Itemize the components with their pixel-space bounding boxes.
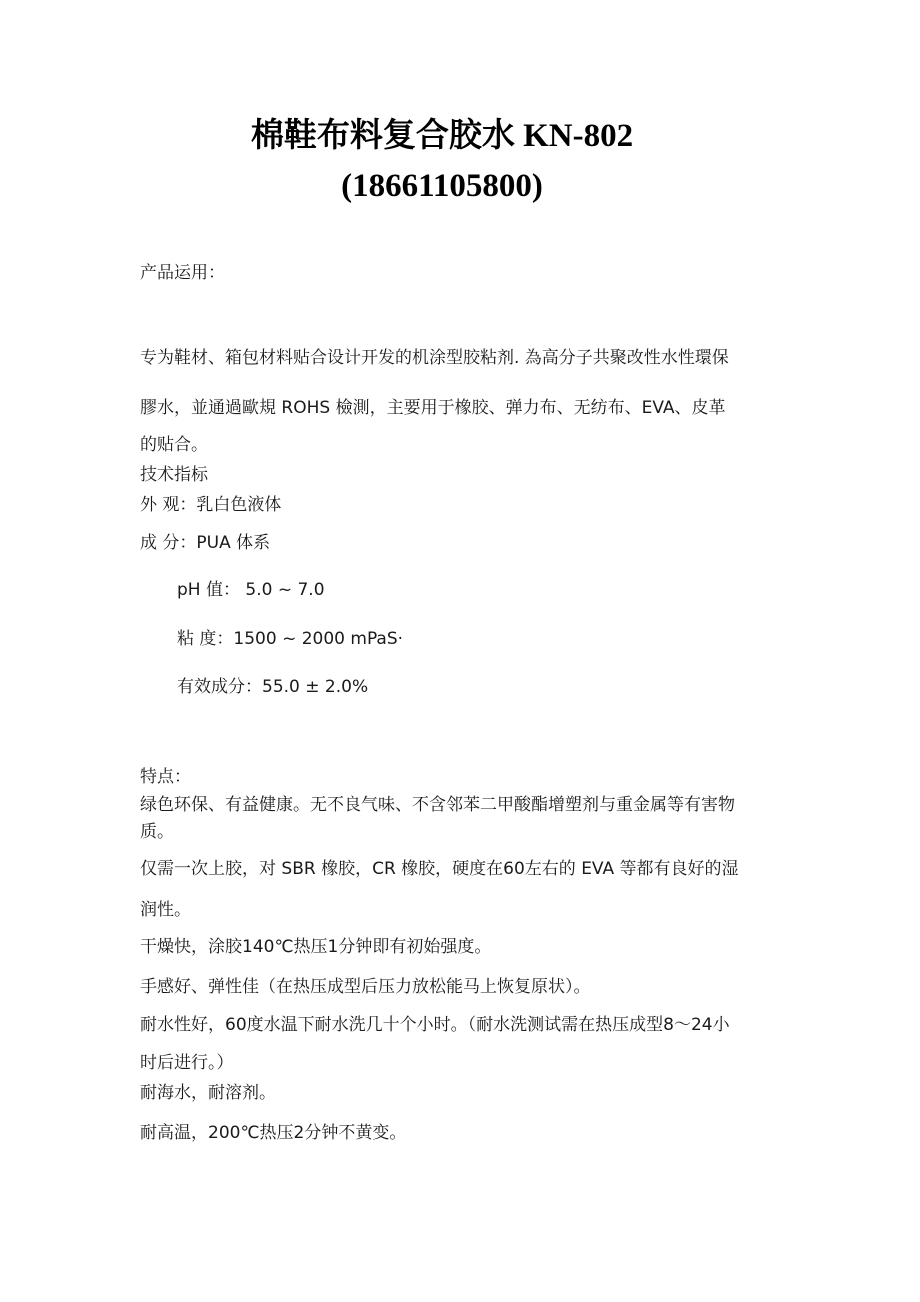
feature-line: 时后进行。） [140, 1053, 234, 1073]
feature-line: 绿色环保、有益健康。无不良气味、不含邻苯二甲酸酯增塑剂与重金属等有害物 [140, 795, 735, 815]
spec-composition: 成 分：PUA 体系 [140, 533, 271, 553]
document-phone-number: (18661105800) [341, 168, 543, 204]
feature-line: 质。 [140, 822, 174, 842]
usage-body-line: 的贴合。 [140, 435, 208, 455]
usage-heading: 产品运用： [140, 263, 225, 283]
feature-line: 仅需一次上胶，对 SBR 橡胶，CR 橡胶，硬度在60左右的 EVA 等都有良好的湿 [140, 859, 739, 879]
feature-line: 耐水性好，60度水温下耐水洗几十个小时。（耐水洗测试需在热压成型8～24小 [140, 1015, 730, 1035]
feature-line: 耐海水，耐溶剂。 [140, 1083, 276, 1103]
feature-line: 干燥快，涂胶140℃热压1分钟即有初始强度。 [140, 937, 492, 957]
features-heading: 特点： [140, 767, 191, 787]
spec-appearance: 外 观：乳白色液体 [140, 495, 282, 515]
feature-line: 手感好、弹性佳（在热压成型后压力放松能马上恢复原状）。 [140, 977, 591, 997]
usage-body-line: 膠水，並通過歐規 ROHS 檢測，主要用于橡胶、弹力布、无纺布、EVA、皮革 [140, 398, 726, 418]
feature-line: 润性。 [140, 900, 191, 920]
spec-solid-content: 有效成分：55.0 ± 2.0% [177, 677, 369, 697]
feature-line: 耐高温，200℃热压2分钟不黄变。 [140, 1123, 407, 1143]
usage-body-line: 专为鞋材、箱包材料贴合设计开发的机涂型胶粘剂. 為高分子共聚改性水性環保 [140, 348, 729, 368]
spec-viscosity: 粘 度：1500 ~ 2000 mPaS· [177, 629, 404, 649]
specs-heading: 技术指标 [140, 465, 208, 485]
spec-ph-value: pH 值： 5.0 ~ 7.0 [177, 580, 325, 600]
document-title: 棉鞋布料复合胶水 KN-802 [250, 118, 634, 154]
